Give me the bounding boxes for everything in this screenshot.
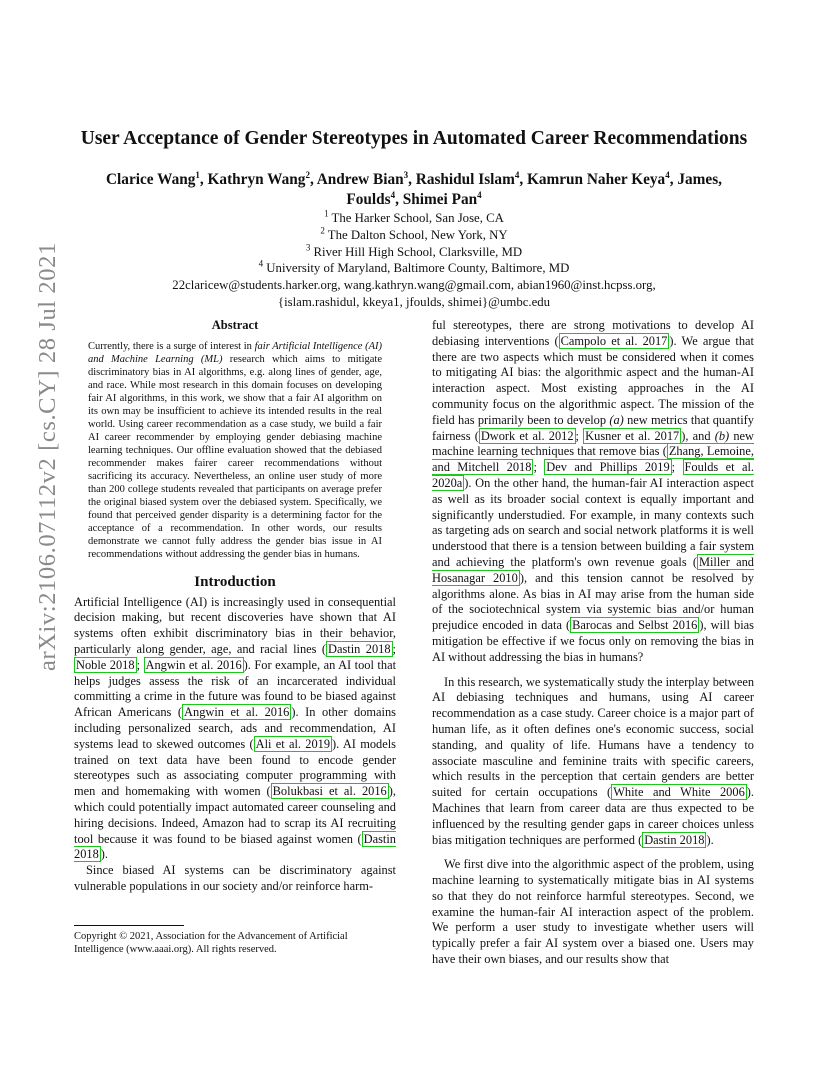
intro-paragraph-1: Artificial Intelligence (AI) is increasingly used in consequential decision making, but recent discoveries have shown that AI systems often exhibit discriminatory bias in their behavior, particularly along gender, age, and racial lines ( Dastin 2018 ; Noble 2018 ; Angwin et al. 2016 ). For example, an AI tool that helps judges assess the risk of an incarcerated individual committing a crime in the future was found to be biased against African Americans ( Angwin et al. 2016 ). In other domains including personalized search, ads and recommendation, AI systems lead to skewed outcomes ( Ali et al. 2019 ). AI models trained on text data have been found to encode gender stereotypes such as associating computer programming with men and homemaking with women ( Bolukbasi et al. 2016 ), which could potentially impact automated career counseling and hiring decisions. Indeed, Amazon had to scrap its AI recruiting tool because it was found to be biased against women ( Dastin 2018 ). [74,594,397,862]
author-name: Clarice Wang [106,171,196,188]
affiliation-line [100,210,728,227]
author-name: James [677,171,719,188]
citation-link[interactable]: Angwin et al. 2016 [184,705,290,720]
author-line-2: Foulds$^4$, Shimei Pan$^4$ [346,189,482,208]
paper-title: User Acceptance of Gender Stereotypes in Automated Career Recommendations [80,128,748,149]
author-list [100,170,728,210]
citation-link[interactable]: Zhang, Lemoine, and Mitchell 2018 [432,444,754,475]
author-name: Rashidul Islam [415,171,515,188]
abstract-body: Currently, there is a surge of interest in fair Artificial Intelligence (AI) and Machine Learning (ML) research which aims to mitigate discriminatory bias in AI algorithms, e.g. along lines of gender, age, and race. While most research in this domain focuses on developing fair AI algorithms, in this work, we show that a fair AI algorithm on its own may be insufficient to achieve its intended results in the real world. Using career recommendation as a case study, we build a fair AI career recommender by employing gender debiasing machine learning techniques. Our offline evaluation showed that the debiased recommender makes fairer career recommendations without sacrificing its accuracy. Nevertheless, an online user study of more than 200 college students revealed that participants on average prefer the original biased system over the debiased system. Specifically, we found that perceived gender disparity is a determining factor for the acceptance of a recommendation. In other words, our results demonstrate we cannot fully address the gender bias issue in AI recommendations without addressing the gender bias in humans. [88,340,382,560]
citation-link[interactable]: Barocas and Selbst 2016 [572,618,698,633]
affiliation-marker: 4 [258,259,264,270]
right-column [432,318,754,968]
author-name: Kathryn Wang [207,171,306,188]
citation-link[interactable]: Bolukbasi et al. 2016 [272,784,387,799]
affiliation-marker: 3 [305,242,311,253]
author-name: Andrew Bian [316,171,404,188]
affiliation-text: University of Maryland, Baltimore County, Baltimore, MD [263,261,570,276]
abstract-heading: Abstract [211,318,259,332]
emphasized-text: (a) [609,412,624,427]
email-line-1: 22claricew@students.harker.org, wang.kathryn.wang@gmail.com, abian1960@inst.hcpss.org, [172,278,656,293]
citation-link[interactable]: Noble 2018 [76,657,135,672]
affiliation-marker: 1 [324,208,329,219]
citation-link[interactable]: Dastin 2018 [644,832,705,847]
affiliation-text: The Harker School, San Jose, CA [328,211,504,225]
author-affiliation-marker: 4 [514,169,520,180]
citation-link[interactable]: Dastin 2018 [74,831,396,862]
emphasized-text: (b) [714,428,730,443]
right-paragraph-3: We first dive into the algorithmic aspect of the problem, using machine learning to systematically mitigate bias in AI systems so that they do not reinforce harmful stereotypes. Second, we examine the human-fair AI interaction aspect of the problem. We perform a user study to investigate whether users will typically prefer a fair AI system over a biased one. Users may have their own biases, and our results show that [432,857,754,967]
citation-link[interactable]: Angwin et al. 2016 [145,657,242,672]
email-line-2: {islam.rashidul, kkeya1, jfoulds, shimei}@umbc.edu [277,294,551,309]
copyright-text: Copyright © 2021, Association for the Advancement of Artificial Intelligence (www.aaai.org). All rights reserved. [74,931,348,955]
citation-link[interactable]: Foulds et al. 2020a [432,460,755,490]
footnote-rule [74,925,184,926]
affiliation-marker: 2 [320,225,325,236]
author-affiliation-marker: 1 [195,169,200,180]
author-affiliation-marker: 3 [403,169,409,180]
intro-paragraph-2: Since biased AI systems can be discriminatory against vulnerable populations in our society and/or reinforce harm- [74,863,396,893]
citation-link[interactable]: Campolo et al. 2017 [560,333,668,348]
affiliation-line [100,244,728,261]
author-affiliation-marker: 2 [305,169,310,180]
author-name: Kamrun Naher Keya [526,171,666,188]
author-name: Foulds [346,191,391,208]
affiliation-line [100,260,728,277]
introduction-heading: Introduction [194,573,276,590]
affiliation-text: River Hill High School, Clarksville, MD [310,244,523,259]
citation-link[interactable]: Miller and Hosanagar 2010 [432,554,754,585]
author-affiliation-marker: 4 [665,169,670,180]
citation-link[interactable]: Dwork et al. 2012 [480,428,574,443]
citation-link[interactable]: Dastin 2018 [328,641,391,656]
right-paragraph-2: In this research, we systematically study the interplay between AI debiasing techniques and humans, using AI career recommendation as a case study. Career choice is a major part of human life, as it often defines one's economic success, social standing, and quality of life. Humans have a tendency to associate masculine and feminine traits with specific careers, which results in the perception that certain genders are better suited for certain occupations ( White and White 2006 ). Machines that learn from career data are thus expected to be influenced by the resulting gender gaps in career choices unless bias mitigation techniques are performed ( Dastin 2018 ). [432,674,755,847]
affiliation-text: The Dalton School, New York, NY [324,227,508,242]
left-column [74,318,396,895]
author-line-1: Clarice Wang$^1$, Kathryn Wang$^2$, Andrew Bian$^3$, Rashidul Islam$^4$, Kamrun Naher Keya$^4$, James, [106,169,722,188]
affiliation-list [100,210,728,277]
citation-link[interactable]: Dev and Phillips 2019 [546,460,670,475]
citation-link[interactable]: Ali et al. 2019 [255,736,331,751]
author-name: Shimei Pan [402,191,478,208]
citation-link[interactable]: Kusner et al. 2017 [585,428,680,443]
arxiv-identifier-stamp: arXiv:2106.07112v2 [cs.CY] 28 Jul 2021 [34,242,61,671]
affiliation-line [100,227,728,244]
emphasized-text: fair Artificial Intelligence (AI) and Machine Learning (ML) [88,340,382,365]
author-affiliation-marker: 4 [390,189,396,200]
affiliations [100,210,728,311]
copyright-notice [74,925,396,956]
author-affiliation-marker: 4 [477,189,482,200]
citation-link[interactable]: White and White 2006 [613,785,745,800]
right-paragraph-1: ful stereotypes, there are strong motivations to develop AI debiasing interventions ( Campolo et al. 2017 ). We argue that there are two aspects which must be considered when it comes to mitigating AI bias: the algorithmic aspect and the human-AI interaction aspect. Most existing approaches in the AI community focus on the algorithmic aspect. The mission of the field has primarily been to develop (a) new metrics that quantify fairness ( Dwork et al. 2012 ; Kusner et al. 2017 ), and (b) new machine learning techniques that remove bias ( Zhang, Lemoine, and Mitchell 2018 ; Dev and Phillips 2019 ; Foulds et al. 2020a ). On the other hand, the human-fair AI interaction aspect as well as its broader social context is equally important and significantly understudied. For example, in many contexts such as targeting ads on search and social network platforms it is well understood that there is a tension between building a fair system and achieving the platform's own revenue goals ( Miller and Hosanagar 2010 ), and this tension cannot be resolved by algorithms alone. As bias in AI may arise from the human side of the sociotechnical system via systemic bias and/or human prejudice encoded in data ( Barocas and Selbst 2016 ), will bias mitigation be effective if we focus only on removing the bias in AI without addressing the bias in humans? [432,318,755,664]
